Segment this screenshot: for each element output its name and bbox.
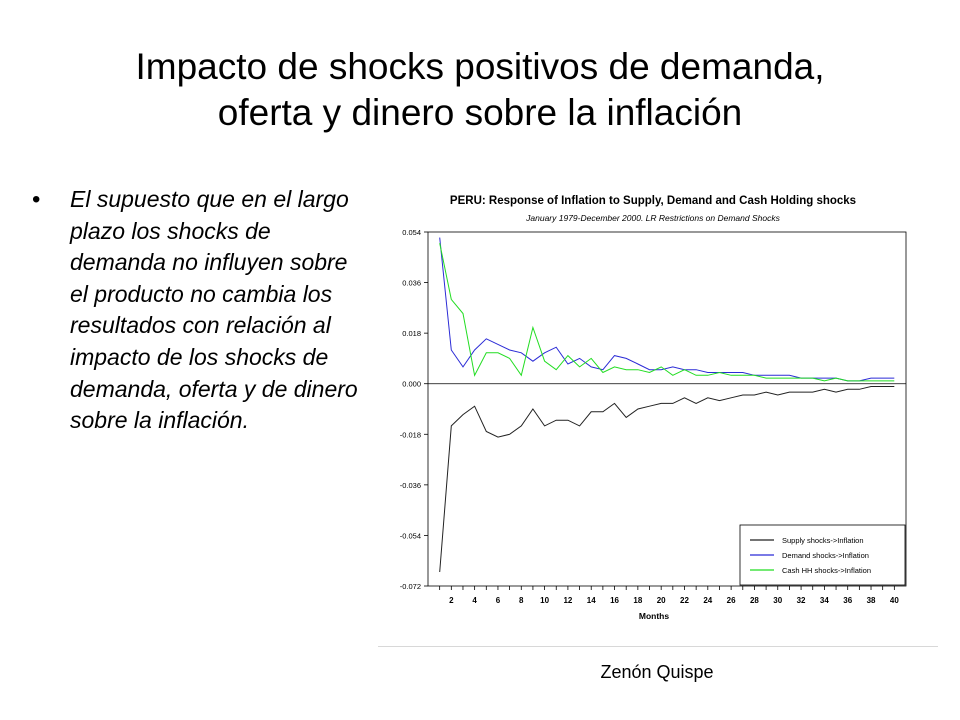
x-tick-label: 6	[495, 596, 501, 605]
legend-entry-cash: Cash HH shocks->Inflation	[782, 566, 871, 575]
y-tick-label: 0.036	[402, 278, 421, 288]
bullet-list	[30, 184, 365, 437]
demand-series-line	[440, 238, 895, 381]
footer-author: Zenón Quispe	[600, 662, 714, 682]
x-tick-label: 28	[749, 596, 759, 605]
y-tick-label: -0.018	[399, 430, 421, 440]
x-tick-label: 4	[472, 596, 477, 605]
chart-legend	[740, 525, 905, 585]
slide-title	[30, 44, 930, 136]
cash-series-line	[440, 243, 895, 381]
y-tick-label: 0.000	[402, 379, 421, 389]
x-tick-label: 8	[519, 596, 524, 605]
legend-entry-demand: Demand shocks->Inflation	[782, 551, 869, 560]
x-axis	[440, 586, 900, 605]
x-tick-label: 24	[703, 596, 713, 605]
x-axis-label: Months	[638, 611, 670, 621]
x-tick-label: 14	[586, 596, 596, 605]
x-tick-label: 38	[866, 596, 876, 605]
x-tick-label: 40	[889, 596, 899, 605]
y-tick-label: 0.018	[402, 329, 421, 339]
x-tick-label: 32	[796, 596, 806, 605]
footer-divider	[378, 646, 938, 647]
x-tick-label: 30	[773, 596, 783, 605]
x-tick-label: 2	[449, 596, 454, 605]
inflation-response-chart	[380, 180, 925, 630]
x-tick-label: 20	[656, 596, 666, 605]
y-tick-label: -0.036	[399, 480, 421, 490]
bullet-marker: •	[32, 186, 41, 213]
y-tick-label: -0.054	[399, 531, 421, 541]
x-tick-label: 22	[680, 596, 689, 605]
y-tick-label: -0.072	[399, 582, 421, 591]
bullet-item	[30, 184, 365, 437]
x-tick-label: 34	[819, 596, 829, 605]
x-tick-label: 36	[843, 596, 853, 605]
x-tick-label: 26	[726, 596, 736, 605]
y-tick-label: 0.054	[402, 228, 421, 237]
bullet-text: El supuesto que en el largo plazo los shocks de demanda no influyen sobre el producto no cambia los resultados con relación al impacto de los shocks de demanda, oferta y de dinero sobre la inflación.	[70, 186, 358, 434]
y-axis	[400, 228, 428, 591]
chart-subtitle: January 1979-December 2000. LR Restrictions on Demand Shocks	[526, 213, 780, 223]
x-tick-label: 10	[540, 596, 550, 605]
x-tick-label: 18	[633, 596, 643, 605]
x-tick-label: 16	[610, 596, 619, 605]
series-lines	[440, 238, 895, 572]
x-tick-label: 12	[563, 596, 573, 605]
title-line-2: oferta y dinero sobre la inflación	[217, 92, 743, 133]
legend-entry-supply: Supply shocks->Inflation	[782, 536, 864, 545]
title-line-1: Impacto de shocks positivos de demanda,	[135, 46, 825, 87]
chart-title: PERU: Response of Inflation to Supply, Demand and Cash Holding shocks	[449, 195, 857, 207]
